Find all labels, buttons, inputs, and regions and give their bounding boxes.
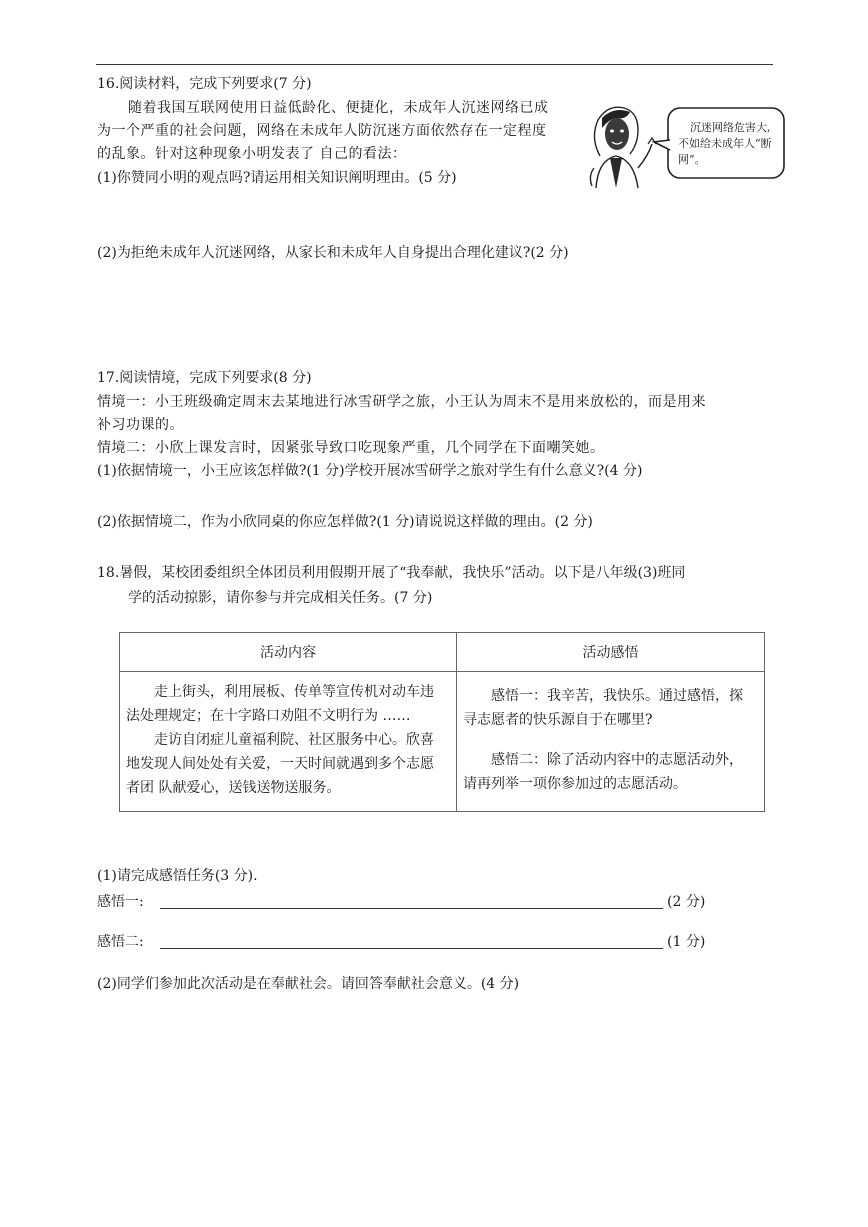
cell-line: 请再列举一项你参加过的志愿活动。: [463, 776, 687, 792]
col-header-activity-content: 活动内容: [120, 633, 457, 672]
cell-line: 感悟二：除了活动内容中的志愿活动外，: [491, 752, 743, 768]
cell-line: 走访自闭症儿童福利院、社区服务中心。欣喜: [154, 732, 434, 748]
q17-subquestion-2: (2)依据情境二，作为小欣同桌的你应怎样做?(1 分)请说说这样做的理由。(2 分): [97, 514, 593, 530]
answer2-blank[interactable]: [160, 948, 663, 949]
speech-bubble-text: [678, 120, 772, 168]
bubble-line: 网”。: [678, 153, 706, 166]
q17-scene2: 情境二：小欣上课发言时，因紧张导致口吃现象严重，几个同学在下面嘲笑她。: [97, 440, 605, 456]
cell-line: 感悟一：我辛苦，我快乐。通过感悟，探: [491, 688, 743, 704]
q18-heading-line: 18.暑假，某校团委组织全体团员利用假期开展了“我奉献，我快乐”活动。以下是八年级(3)班同: [97, 565, 686, 581]
q16-heading: 16.阅读材料，完成下列要求(7 分): [97, 76, 312, 92]
cell-line: 地发现人间处处有关爱，一天时间就遇到多个志愿: [126, 756, 434, 772]
answer1-label: 感悟一:: [97, 894, 144, 910]
bubble-line: 沉迷网络危害大,: [690, 121, 771, 134]
q18-subquestion-2: (2)同学们参加此次活动是在奉献社会。请回答奉献社会意义。(4 分): [97, 976, 520, 992]
q18-subquestion-1: (1)请完成感悟任务(3 分).: [97, 868, 258, 884]
bubble-line: 不如给未成年人“断: [678, 137, 772, 150]
q17-scene1-line: 补习功课的。: [97, 417, 184, 433]
table-row: [120, 672, 765, 812]
q16-passage-line: 随着我国互联网使用日益低龄化、便捷化，未成年人沉迷网络已成: [128, 100, 549, 116]
q18-heading-line: 学的活动掠影，请你参与并完成相关任务。(7 分): [128, 590, 433, 606]
col-header-activity-reflection: 活动感悟: [457, 633, 765, 672]
cell-line: 寻志愿者的快乐源自于在哪里?: [463, 712, 653, 728]
cell-line: 走上街头，利用展板、传单等宣传机对动车违: [154, 684, 434, 700]
q17-heading: 17.阅读情境，完成下列要求(8 分): [97, 370, 312, 386]
answer2-score: (1 分): [667, 934, 706, 950]
table-header-row: [120, 633, 765, 672]
q17-subquestion-1: (1)依据情境一，小王应该怎样做?(1 分)学校开展冰雪研学之旅对学生有什么意义?(4 分): [97, 463, 643, 479]
q16-passage-line: 为一个严重的社会问题，网络在未成年人防沉迷方面依然存在一定程度: [97, 123, 547, 139]
answer1-score: (2 分): [667, 894, 706, 910]
answer1-blank[interactable]: [160, 908, 663, 909]
answer2-label: 感悟二:: [97, 934, 144, 950]
activity-table: [119, 632, 765, 812]
xiaoming-cartoon: [586, 98, 786, 188]
cell-line: 者团 队献爱心，送钱送物送服务。: [126, 780, 341, 796]
q16-subquestion-2: (2)为拒绝未成年人沉迷网络，从家长和未成年人自身提出合理化建议?(2 分): [97, 245, 569, 261]
activity-content-cell: [120, 672, 457, 812]
q16-passage-line: 的乱象。针对这种现象小明发表了 自己的看法：: [97, 146, 407, 162]
header-rule: [96, 64, 773, 65]
activity-reflection-cell: [457, 672, 765, 812]
q16-subquestion-1: (1)你赞同小明的观点吗?请运用相关知识阐明理由。(5 分): [97, 170, 457, 186]
cell-line: 法处理规定；在十字路口劝阻不文明行为 ……: [126, 708, 411, 724]
q17-scene1-line: 情境一：小王班级确定周末去某地进行冰雪研学之旅，小王认为周末不是用来放松的，而是用来: [97, 394, 706, 410]
